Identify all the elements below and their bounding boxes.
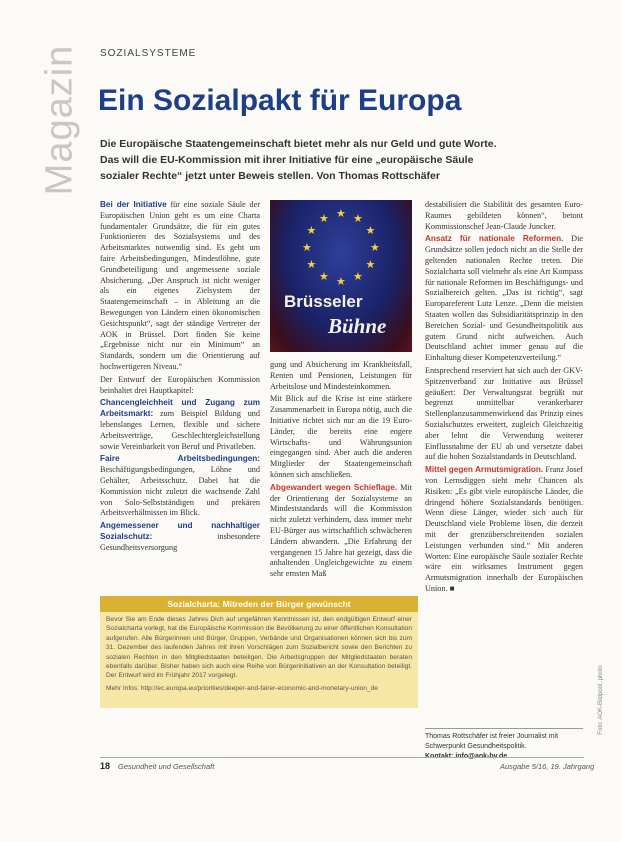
subheading: Abgewandert wegen Schieflage. bbox=[270, 482, 398, 492]
lead-in: Bei der Initiative bbox=[100, 200, 167, 209]
article-column-2 bbox=[270, 360, 412, 585]
star-icon: ★ bbox=[302, 242, 312, 254]
paragraph: gung und Absicherung im Krankheitsfall, Renten und Pensionen, Leistungen für Arbeitslose und Mindesteinkommen. bbox=[270, 360, 412, 391]
article-photo bbox=[270, 200, 412, 352]
star-icon: ★ bbox=[336, 208, 346, 220]
paragraph: Entsprechend reserviert hat sich auch der GKV-Spitzenverband zur Initiative aus Brüssel geäußert: Der Verwaltungsrat begrüßt nur begrenzt unmittelbar verankerbarer Stellenplanzusammenwirkend das Prinzip eines Sozialschutzes erweitert, zugleich Gleichzeitig aber lehnt die Verwendung weiterer Einflussnahme der EU ab und versetzte dabei auf die hohen Sozialstandards in Deutschland. bbox=[425, 365, 583, 462]
star-icon: ★ bbox=[306, 225, 317, 237]
list-heading: Faire Arbeitsbedingungen: bbox=[100, 454, 260, 464]
category-label: SOZIALSYSTEME bbox=[100, 48, 197, 59]
paragraph: Die Grundsätze sollen jedoch nicht an die Stelle der geltenden nationalen Rechte treten. Die Sozialcharta soll vielmehr als eine Art Kompass für nationale Reformen im Beschäftigungs- und Sozialbereich gelten. „Das ist richtig“, sagt Europareferent Lutz Lenze. „Denn die meisten Staaten wollen das Subsidiaritätsprinzip in den Bereichen Sozial- und Gesundheitspolitik aus gutem Grund nicht aufweichen. Auch Deutschland achtet immer genau auf die Einhaltung dieser Kompetenzverteilung.“ bbox=[425, 234, 583, 363]
info-box-text: Bevor Sie am Ende dieses Jahres Dich auf ungefähren Kenntnissen ist, den endgültigen Entwurf einer Sozialcharta vorlegt, hat die Europäische Kommission die Bevölkerung zu einer öffentlichen Konsultation aufgerufen. Alle Bürgerinnen und Bürger, Gruppen, Verbände und Organisationen können sich bis zum 31. Dezember des laufenden Jahres mit ihren Vorschlägen zum Sozialbericht sowie den Berichten zu sozialen Rechten in den Mitgliedstaaten beteiligen. Die Arbeitsgruppen der Mitgliedstaaten beraten ebenfalls darüber. Bisher haben sich auch eine Reihe von Bürgerinitiativen an der Konsultation beteiligt. Der Entwurf wird im Frühjahr 2017 vorgelegt. bbox=[106, 616, 412, 680]
issue-info: Ausgabe 5/16, 19. Jahrgang bbox=[500, 762, 595, 771]
info-box-header: Sozialcharta: Mitreden der Bürger gewünscht bbox=[100, 596, 418, 612]
photo-credit bbox=[595, 660, 607, 740]
paragraph: destabilisiert die Stabilität des gesamten Euro-Raumes gebildeten können“, betont Kommissionschef Jean-Claude Juncker. bbox=[425, 200, 583, 231]
magazine-name: Gesundheit und Gesellschaft bbox=[118, 762, 215, 771]
subheading: Mittel gegen Armutsmigration. bbox=[425, 465, 544, 475]
author-bio: Thomas Rottschäfer ist freier Journalist mit Schwerpunkt Gesundheitspolitik. bbox=[425, 733, 559, 750]
article-lead: Die Europäische Staatengemeinschaft bietet mehr als nur Geld und gute Worte. Das will die EU-Kommission mit ihrer Initiative für eine „europäische Säule sozialer Rechte“ jetzt unter Beweis stellen. Von Thomas Rottschäfer bbox=[100, 138, 497, 182]
star-icon: ★ bbox=[353, 212, 363, 225]
star-icon: ★ bbox=[336, 276, 346, 288]
star-icon: ★ bbox=[365, 259, 376, 271]
star-icon: ★ bbox=[306, 259, 317, 271]
star-icon: ★ bbox=[319, 212, 329, 225]
page-number: 18 bbox=[100, 761, 111, 771]
section-vertical-label bbox=[40, 35, 80, 205]
star-icon: ★ bbox=[365, 225, 376, 237]
article-title: Ein Sozialpakt für Europa bbox=[98, 84, 462, 117]
paragraph: Der Entwurf der Europäischen Kommission beinhaltet drei Hauptkapitel: bbox=[100, 374, 260, 395]
star-icon: ★ bbox=[319, 271, 329, 284]
author-divider bbox=[425, 728, 583, 729]
paragraph: Mit der Orientierung der Sozialsysteme an Mindeststandards will die Kommission nicht zuletzt verhindern, dass immer mehr EU-Bürger aus wirtschaftlich schwächeren Ländern abwandern. „Die Erfahrung der vergangenen 15 Jahre hat gezeigt, dass die anhaltenden Ungleichgewichte zu einem sehr ernsten Maß bbox=[270, 482, 412, 579]
photo-credit-text: Foto: AOK-Bildpool, photo bbox=[598, 665, 604, 735]
paragraph: Franz Josef von Lernsdiggen sieht mehr Chancen als Risiken: „Es gibt viele europäische Länder, die dringend höhere Sozialstandards benötigen. Wenn diese Länger, wieder sich auch für Deutschland viele Probleme lösen, die derzeit mit der grenzüberschreitenden sozialen Leistungen verbunden sind.“ Mit anderen Worten: Eine europäische Säule sozialer Rechte wäre ein wirksames Instrument gegen Armutsmigration innerhalb der Europäischen Union. ■ bbox=[425, 465, 583, 593]
subheading: Ansatz für nationale Reformen. bbox=[425, 234, 564, 244]
footer-divider bbox=[100, 757, 584, 758]
paragraph: insbesondere Gesundheitsversorgung bbox=[100, 531, 260, 552]
list-heading: Chancengleichheit und Zugang zum Arbeitsmarkt: bbox=[100, 398, 260, 419]
paragraph: für eine soziale Säule der Europäischen Union geht es um eine Charta fundamentaler Grundsätze, die für ein gutes Funktionieren des Sozialsystems und des Arbeitsmarktes notwendig sind. Es geht um faire Arbeitsbedingungen, Mindestlöhne, gute Grundbeteiligung und angemessene soziale Absicherung. „Der Anspruch ist nicht weniger als ein eigenes Zielsystem der Staatengemeinschaft – in Ableitung an die Bewegungen von Ländern einen ökonomischen Gesichtspunkt“, sagt der ständige Vertreter der AOK in Brüssel. Dort finden Sie keine „Ergebnisse nicht nur ein Minimum“ an Standards, sondern um die Orientierung auf hochwertigeren Niveau.“ bbox=[100, 200, 260, 371]
star-icon: ★ bbox=[370, 242, 380, 254]
info-box-source[interactable]: Mehr Infos: http://ec.europa.eu/priorities/deeper-and-fairer-economic-and-monetary-union_de bbox=[106, 684, 378, 692]
article-column-1 bbox=[100, 200, 260, 585]
info-box bbox=[100, 596, 418, 708]
photo-caption-line-1: Brüsseler bbox=[284, 292, 363, 311]
section-label-text: Magazin bbox=[38, 44, 81, 196]
paragraph: Beschäftigungsbedingungen, Löhne und Gehälter, Arbeitsschutz. Dabei hat die Kommission nicht zuletzt die wachsende Zahl von Solo-Selbstständigen und prekären Arbeitsverhältnissen im Blick. bbox=[100, 465, 260, 518]
star-icon: ★ bbox=[353, 271, 363, 284]
list-heading: Angemessener und nachhaltiger Sozialschutz: bbox=[100, 521, 260, 541]
article-column-3 bbox=[425, 200, 583, 722]
paragraph: Mit Blick auf die Krise ist eine stärkere Zusammenarbeit in Europa nötig, auch die Initiative richtet sich nur an die 19 Euro-Länder, die bereits eine engere Wirtschafts- und Währungsunion eingegangen sind. Aber auch die anderen Mitglieder der Staatengemeinschaft können sich anschließen. bbox=[270, 394, 412, 479]
photo-caption-line-2: Bühne bbox=[328, 314, 387, 338]
paragraph: zum Beispiel Bildung und lebenslanges Lernen, flexible und sichere Arbeitsverträge, Geschlechtergleichstellung sowie Vereinbarkeit von Beruf und Privatleben. bbox=[100, 409, 260, 451]
